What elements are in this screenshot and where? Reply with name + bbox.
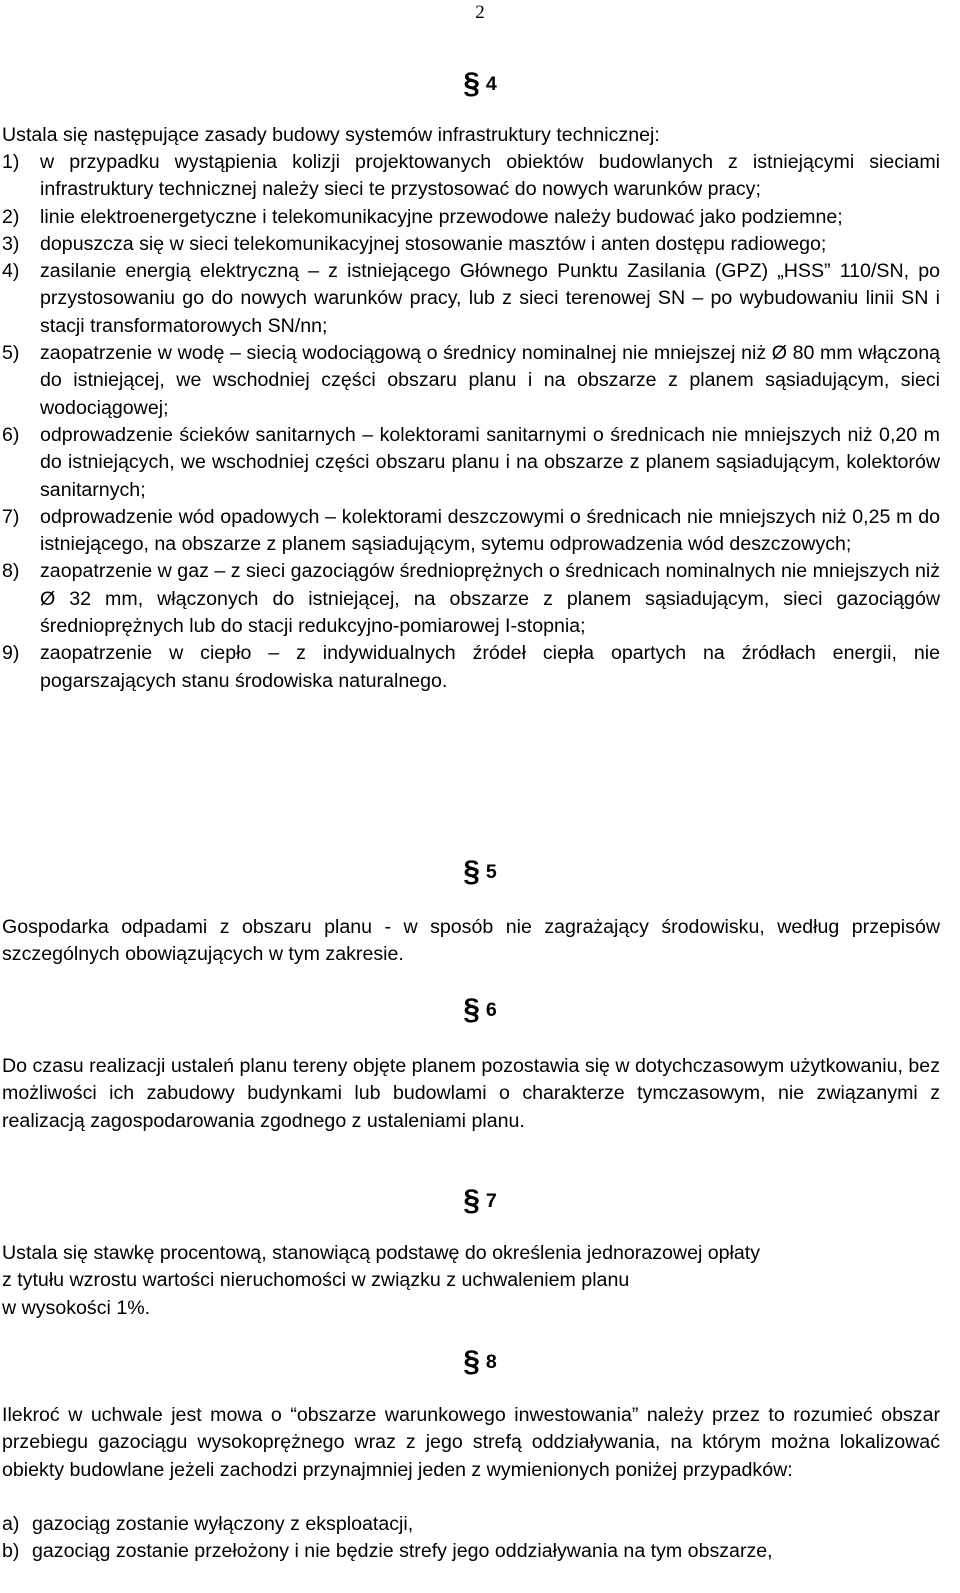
- list-item-text: gazociąg zostanie wyłączony z eksploatacji,: [32, 1513, 414, 1535]
- section-5-heading: [0, 855, 960, 888]
- list-item: [2, 1511, 940, 1538]
- list-item-number: 8): [2, 560, 20, 583]
- section-5-text: Gospodarka odpadami z obszaru planu - w sposób nie zagrażający środowisku, według przepisów szczególnych obowiązujących w tym zakresie.: [2, 916, 940, 966]
- section-number: 8: [485, 1351, 497, 1373]
- section-number: 4: [485, 73, 497, 95]
- section-4-intro: Ustala się następujące zasady budowy systemów infrastruktury technicznej:: [2, 124, 660, 146]
- list-item-letter: b): [2, 1540, 20, 1563]
- section-7-line: Ustala się stawkę procentową, stanowiącą podstawę do określenia jednorazowej opłaty: [2, 1242, 761, 1264]
- section-6-text: Do czasu realizacji ustaleń planu tereny objęte planem pozostawia się w dotychczasowym użytkowaniu, bez możliwości ich zabudowy budynkami lub budowlami o charakterze tymczasowym, nie związanymi z realizacją zagospodarowania zgodnego z ustaleniami planu.: [2, 1055, 940, 1132]
- section-number: 6: [485, 999, 497, 1021]
- list-item-number: 4): [2, 260, 20, 283]
- section-number: 5: [485, 861, 497, 883]
- section-symbol: §: [463, 855, 480, 888]
- section-4-heading: [0, 67, 960, 100]
- page-number: 2: [475, 2, 485, 23]
- list-item: [2, 504, 940, 559]
- section-7-line: w wysokości 1%.: [2, 1296, 151, 1319]
- list-item-number: 7): [2, 505, 20, 528]
- list-item: [2, 204, 940, 231]
- list-item-text: zasilanie energią elektryczną – z istniejącego Głównego Punktu Zasilania (GPZ) „HSS” 110/SN, po przystosowaniu go do nowych warunków pracy, lub z sieci terenowej SN – po wybudowaniu linii SN i stacji transformatorowych SN/nn;: [40, 260, 940, 337]
- section-6-heading: [0, 993, 960, 1026]
- list-item-text: linie elektroenergetyczne i telekomunikacyjne przewodowe należy budować jako podziemne;: [40, 205, 843, 228]
- list-item-number: 3): [2, 232, 20, 255]
- list-item-text: w przypadku wystąpienia kolizji projektowanych obiektów budowlanych z istniejącymi sieciami infrastruktury technicznej należy sieci te przystosować do nowych warunków pracy;: [40, 151, 940, 201]
- list-item: [2, 422, 940, 504]
- list-item-text: gazociąg zostanie przełożony i nie będzie strefy jego oddziaływania na tym obszarze,: [32, 1540, 773, 1563]
- section-7-text: [2, 1240, 940, 1322]
- section-symbol: §: [463, 993, 480, 1026]
- section-7-line: z tytułu wzrostu wartości nieruchomości w związku z uchwaleniem planu: [2, 1269, 630, 1292]
- section-symbol: §: [463, 1345, 480, 1378]
- list-item-number: 9): [2, 642, 20, 665]
- section-symbol: §: [463, 1184, 480, 1217]
- section-8-text: Ilekroć w uchwale jest mowa o “obszarze warunkowego inwestowania” należy przez to rozumieć obszar przebiegu gazociągu wysokoprężnego wraz z jego strefą oddziaływania, na którym można lokalizować obiekty budowlane jeżeli zachodzi przynajmniej jeden z wymienionych poniżej przypadków:: [2, 1404, 940, 1481]
- section-8-heading: [0, 1345, 960, 1378]
- section-7-heading: [0, 1184, 960, 1217]
- section-4-list: [2, 149, 940, 695]
- list-item-text: odprowadzenie wód opadowych – kolektorami deszczowymi o średnicach nie mniejszych niż 0,25 m do istniejącego, na obszarze z planem sąsiadującym, sytemu odprowadzenia wód deszczowych;: [40, 505, 940, 556]
- list-item-number: 6): [2, 423, 20, 446]
- list-item: [2, 231, 940, 258]
- list-item-text: odprowadzenie ścieków sanitarnych – kolektorami sanitarnymi o średnicach nie mniejszych niż 0,20 m do istniejących, we wschodniej części obszaru planu i na obszarze z planem sąsiadującym, kolektorów sanitarnych;: [40, 423, 940, 501]
- section-symbol: §: [463, 67, 480, 100]
- list-item-number: 1): [2, 151, 20, 173]
- section-8-list: [2, 1511, 940, 1566]
- list-item: [2, 1538, 940, 1565]
- list-item-text: zaopatrzenie w wodę – siecią wodociągową o średnicy nominalnej nie mniejszej niż Ø 80 mm włączoną do istniejącej, we wschodniej części obszaru planu i na obszarze z planem sąsiadującym, sieci wodociągowej;: [40, 342, 940, 419]
- list-item: [2, 640, 940, 695]
- list-item: [2, 149, 940, 204]
- list-item-number: 5): [2, 342, 20, 365]
- list-item: [2, 258, 940, 340]
- list-item-letter: a): [2, 1513, 20, 1535]
- list-item-text: zaopatrzenie w ciepło – z indywidualnych źródeł ciepła opartych na źródłach energii, nie pogarszających stanu środowiska naturalnego.: [40, 642, 940, 692]
- list-item: [2, 558, 940, 640]
- list-item: [2, 340, 940, 422]
- list-item-text: dopuszcza się w sieci telekomunikacyjnej stosowanie masztów i anten dostępu radiowego;: [40, 232, 827, 255]
- list-item-text: zaopatrzenie w gaz – z sieci gazociągów średnioprężnych o średnicach nominalnych nie mniejszych niż Ø 32 mm, włączonych do istniejącej, na obszarze z planem sąsiadującym, sieci gazociągów średnioprężnych lub do stacji redukcyjno-pomiarowej I-stopnia;: [40, 560, 940, 638]
- section-number: 7: [485, 1190, 497, 1212]
- list-item-number: 2): [2, 205, 20, 228]
